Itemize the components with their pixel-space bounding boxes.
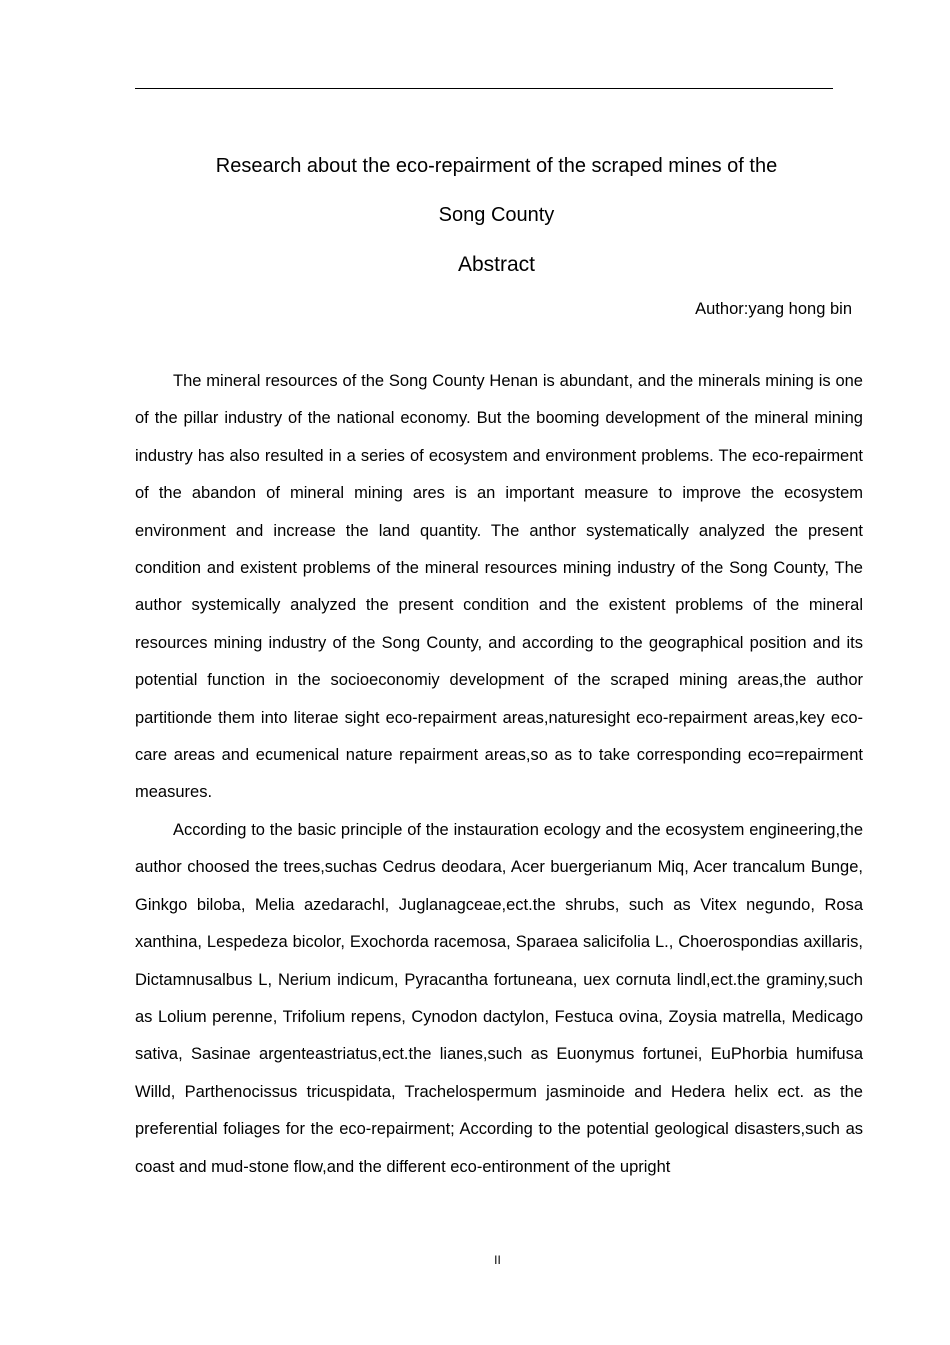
title-line-1: Research about the eco-repairment of the scraped mines of the [215, 155, 778, 177]
header-rule [135, 88, 833, 89]
paragraph: According to the basic principle of the instauration ecology and the ecosystem engineering,the author choosed the trees,suchas Cedrus deodara, Acer buergerianum Miq, Acer trancalum Bunge, Ginkgo biloba, Melia azedarachl, Juglanagceae,ect.the shrubs, such as Vitex negundo, Rosa xanthina, Lespedeza bicolor, Exochorda racemosa, Sparaea salicifolia L., Choerospondias axillaris, Dictamnusalbus L, Nerium indicum, Pyracantha fortuneana, uex cornuta lindl,ect.the graminy,such as Lolium perenne, Trifolium repens, Cynodon dactylon, Festuca ovina, Zoysia matrella, Medicago sativa, Sasinae argenteastriatus,ect.the lianes,such as Euonymus fortunei, EuPhorbia humifusa Willd, Parthenocissus tricuspidata, Trachelospermum jasminoide and Hedera helix ect. as the preferential foliages for the eco-repairment; According to the potential geological disasters,such as coast and mud-stone flow,and the different eco-entironment of the upright [135, 820, 863, 1176]
author-line: Author:yang hong bin [695, 300, 852, 318]
page-number: II [494, 1253, 501, 1267]
paragraph: The mineral resources of the Song County Henan is abundant, and the minerals mining is one of the pillar industry of the national economy. But the booming development of the mineral mining industry has also resulted in a series of ecosystem and environment problems. The eco-repairment of the abandon of mineral mining ares is an important measure to improve the ecosystem environment and increase the land quantity. The anthor systematically analyzed the present condition and existent problems of the mineral resources mining industry of the Song County, The author systemically analyzed the present condition and the existent problems of the mineral resources mining industry of the Song County, and according to the geographical position and its potential function in the socioeconomiy development of the scraped mining areas,the author partitionde them into literae sight eco-repairment areas,naturesight eco-repairment areas,key eco-care areas and ecumenical nature repairment areas,so as to take corresponding eco=repairment measures. [135, 372, 863, 802]
title-line-2: Song County [438, 204, 555, 226]
abstract-body [135, 363, 863, 1186]
abstract-heading: Abstract [457, 253, 536, 276]
